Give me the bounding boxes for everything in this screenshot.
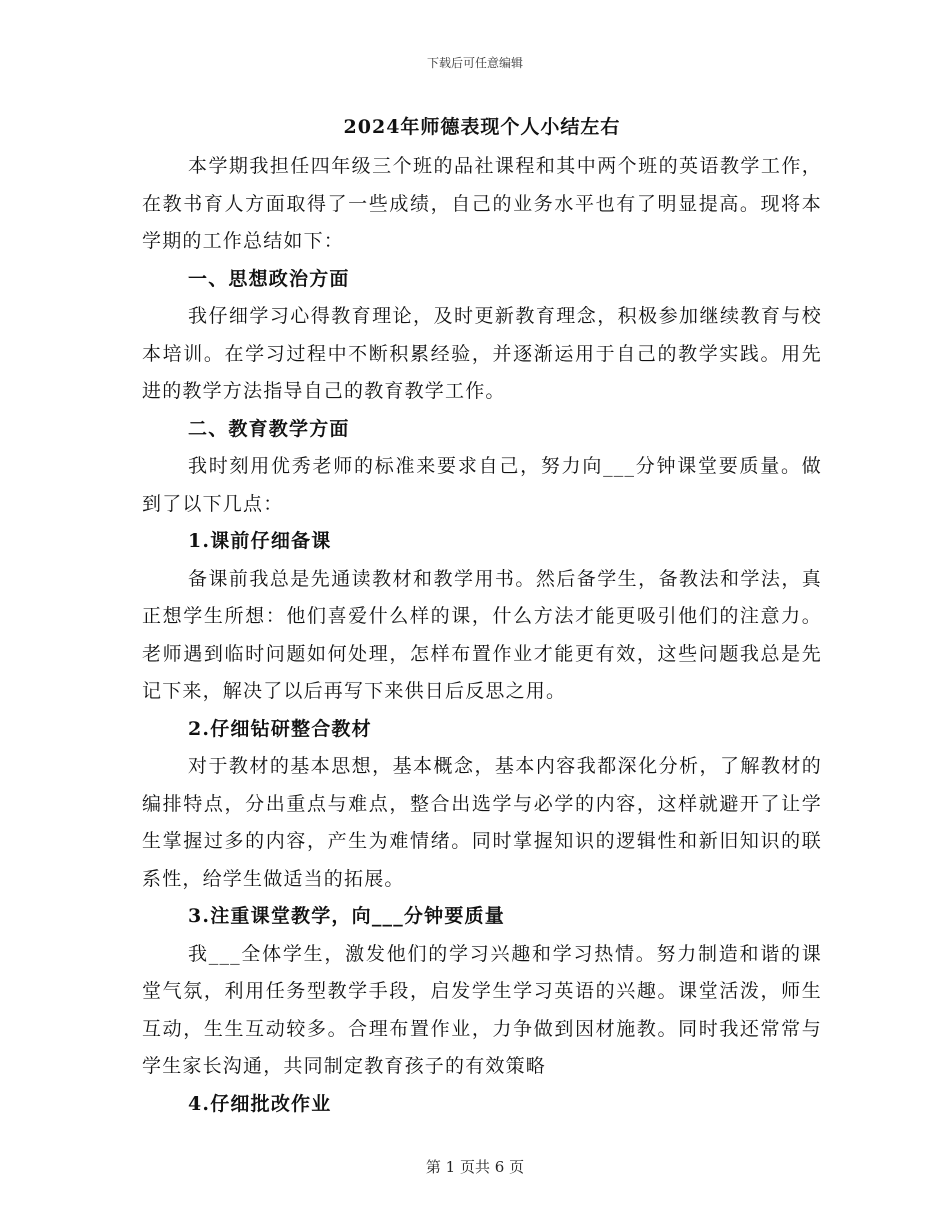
lesson-prep-paragraph: 备课前我总是先通读教材和教学用书。然后备学生，备教法和学法，真正想学生所想：他们喜爱什么样的课，什么方法才能更吸引他们的注意力。老师遇到临时问题如何处理，怎样布置作业才能更有效，这些问题我总是先记下来，解决了以后再写下来供日后反思之用。 xyxy=(142,567,822,702)
intro-paragraph: 本学期我担任四年级三个班的品社课程和其中两个班的英语教学工作，在教书育人方面取得了一些成绩，自己的业务水平也有了明显提高。现将本学期的工作总结如下： xyxy=(142,155,822,252)
textbook-study-paragraph: 对于教材的基本思想，基本概念，基本内容我都深化分析，了解教材的编排特点，分出重点与难点，整合出选学与必学的内容，这样就避开了让学生掌握过多的内容，产生为难情绪。同时掌握知识的逻辑性和新旧知识的联系性，给学生做适当的拓展。 xyxy=(142,755,822,890)
teaching-paragraph: 我时刻用优秀老师的标准来要求自己，努力向___分钟课堂要质量。做到了以下几点： xyxy=(142,455,822,515)
ideology-paragraph: 我仔细学习心得教育理论，及时更新教育理念，积极参加继续教育与校本培训。在学习过程中不断积累经验，并逐渐运用于自己的教学实践。用先进的教学方法指导自己的教育教学工作。 xyxy=(142,305,822,402)
classroom-teaching-paragraph: 我___全体学生，激发他们的学习兴趣和学习热情。努力制造和谐的课堂气氛，利用任务型教学手段，启发学生学习英语的兴趣。课堂活泼，师生互动，生生互动较多。合理布置作业，力争做到因材施教。同时我还常常与学生家长沟通，共同制定教育孩子的有效策略 xyxy=(142,942,822,1077)
subheading-classroom-teaching: 3.注重课堂教学，向___分钟要质量 xyxy=(188,905,505,927)
subheading-homework-grading: 4.仔细批改作业 xyxy=(188,1092,332,1115)
document-title: 2024年师德表现个人小结左右 xyxy=(343,116,621,138)
subheading-textbook-study: 2.仔细钻研整合教材 xyxy=(188,717,372,740)
subheading-lesson-prep: 1.课前仔细备课 xyxy=(188,530,332,552)
page-header-note: 下载后可任意编辑 xyxy=(426,56,523,70)
page-number: 第 1 页共 6 页 xyxy=(425,1158,525,1176)
document-body xyxy=(142,112,822,1123)
section-heading-ideology: 一、思想政治方面 xyxy=(188,267,350,290)
section-heading-teaching: 二、教育教学方面 xyxy=(188,417,350,440)
